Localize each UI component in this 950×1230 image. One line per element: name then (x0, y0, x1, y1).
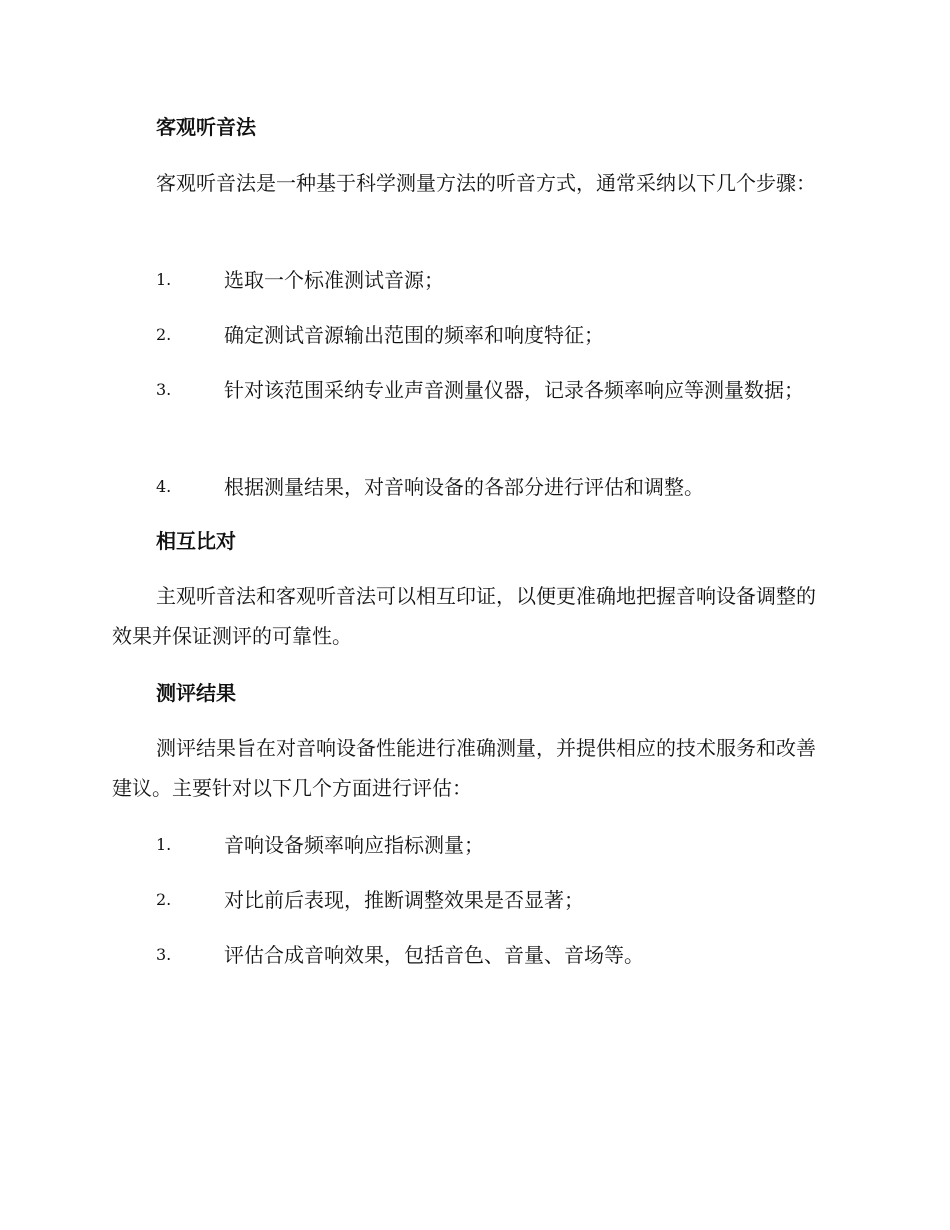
section-heading-cross-comparison: 相互比对 (156, 529, 236, 553)
list-item-text: 针对该范围采纳专业声音测量仪器，记录各频率响应等测量数据； (224, 378, 804, 402)
section-body-paragraph: 主观听音法和客观听音法可以相互印证，以便更准确地把握音响设备调整的效果并保证测评的可靠性。 (112, 584, 816, 648)
section-intro-paragraph: 客观听音法是一种基于科学测量方法的听音方式，通常采纳以下几个步骤： (156, 171, 816, 195)
section-heading-evaluation-results: 测评结果 (156, 681, 236, 705)
list-item-text: 音响设备频率响应指标测量； (224, 833, 484, 857)
list-item-number: 4. (156, 477, 172, 496)
list-item-number: 1. (156, 835, 172, 854)
list-item-text: 确定测试音源输出范围的频率和响度特征； (224, 323, 604, 347)
list-item-text: 根据测量结果，对音响设备的各部分进行评估和调整。 (224, 475, 704, 499)
list-item-text: 选取一个标准测试音源； (224, 268, 444, 292)
section-heading-objective-listening: 客观听音法 (156, 115, 256, 139)
list-item-number: 2. (156, 890, 172, 909)
list-item-number: 3. (156, 380, 172, 399)
list-item-number: 2. (156, 325, 172, 344)
list-item-text: 评估合成音响效果，包括音色、音量、音场等。 (224, 943, 644, 967)
list-item-text: 对比前后表现，推断调整效果是否显著； (224, 888, 584, 912)
list-item-number: 3. (156, 945, 172, 964)
section-intro-paragraph: 测评结果旨在对音响设备性能进行准确测量，并提供相应的技术服务和改善建议。主要针对以下几个方面进行评估： (112, 736, 816, 800)
list-item-number: 1. (156, 270, 172, 289)
